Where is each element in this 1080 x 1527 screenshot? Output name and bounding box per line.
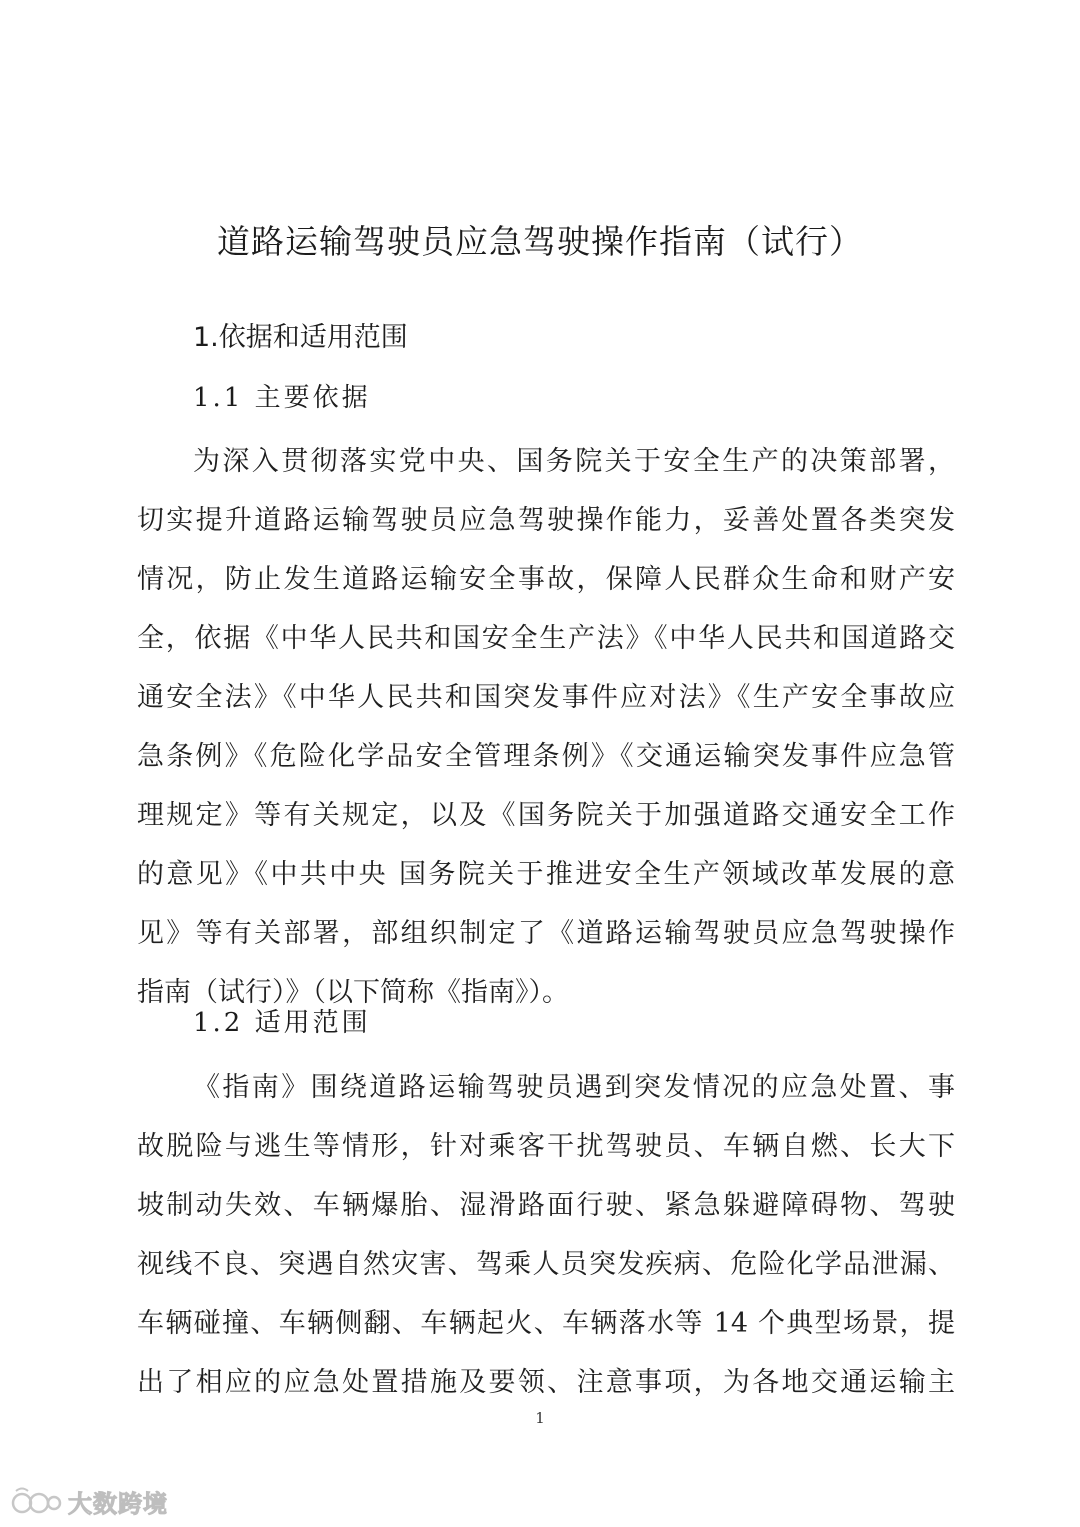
section-1-heading: 1.依据和适用范围: [193, 322, 408, 353]
paragraph-line: 视线不良、突遇自然灾害、驾乘人员突发疾病、危险化学品泄漏、: [137, 1249, 955, 1280]
document-title: 道路运输驾驶员应急驾驶操作指南（试行）: [217, 222, 863, 261]
paragraph-line: 《指南》围绕道路运输驾驶员遇到突发情况的应急处置、事: [193, 1072, 955, 1103]
paragraph-line: 的意见》《中共中央 国务院关于推进安全生产领域改革发展的意: [137, 859, 955, 890]
paragraph-line: 出了相应的应急处置措施及要领、注意事项，为各地交通运输主: [137, 1367, 955, 1398]
watermark-logo-icon: [10, 1485, 62, 1517]
paragraph-line: 情况，防止发生道路运输安全事故，保障人民群众生命和财产安: [137, 564, 955, 595]
page-number: 1: [535, 1409, 545, 1427]
paragraph-line: 为深入贯彻落实党中央、国务院关于安全生产的决策部署，: [193, 446, 955, 477]
paragraph-line: 见》等有关部署，部组织制定了《道路运输驾驶员应急驾驶操作: [137, 918, 955, 949]
paragraph-line: 理规定》等有关规定，以及《国务院关于加强道路交通安全工作: [137, 800, 955, 831]
section-1-2-paragraph: [137, 1058, 955, 1412]
watermark: [10, 1484, 168, 1518]
paragraph-line: 故脱险与逃生等情形，针对乘客干扰驾驶员、车辆自燃、长大下: [137, 1131, 955, 1162]
section-1-1-heading: 1.1 主要依据: [193, 383, 371, 413]
paragraph-line: 指南（试行）》（以下简称《指南》）。: [137, 977, 569, 1008]
paragraph-line: 急条例》《危险化学品安全管理条例》《交通运输突发事件应急管: [137, 741, 955, 772]
paragraph-line: 切实提升道路运输驾驶员应急驾驶操作能力，妥善处置各类突发: [137, 505, 955, 536]
paragraph-line: 通安全法》《中华人民共和国突发事件应对法》《生产安全事故应: [137, 682, 955, 713]
section-1-1-paragraph: [137, 432, 955, 1022]
paragraph-line: 坡制动失效、车辆爆胎、湿滑路面行驶、紧急躲避障碍物、驾驶: [137, 1190, 955, 1221]
paragraph-line: 全，依据《中华人民共和国安全生产法》《中华人民共和国道路交: [137, 623, 955, 654]
watermark-text: 大数跨境: [68, 1489, 168, 1518]
paragraph-line: 车辆碰撞、车辆侧翻、车辆起火、车辆落水等 14 个典型场景，提: [137, 1308, 955, 1339]
section-1-2-heading: 1.2 适用范围: [193, 1008, 371, 1038]
